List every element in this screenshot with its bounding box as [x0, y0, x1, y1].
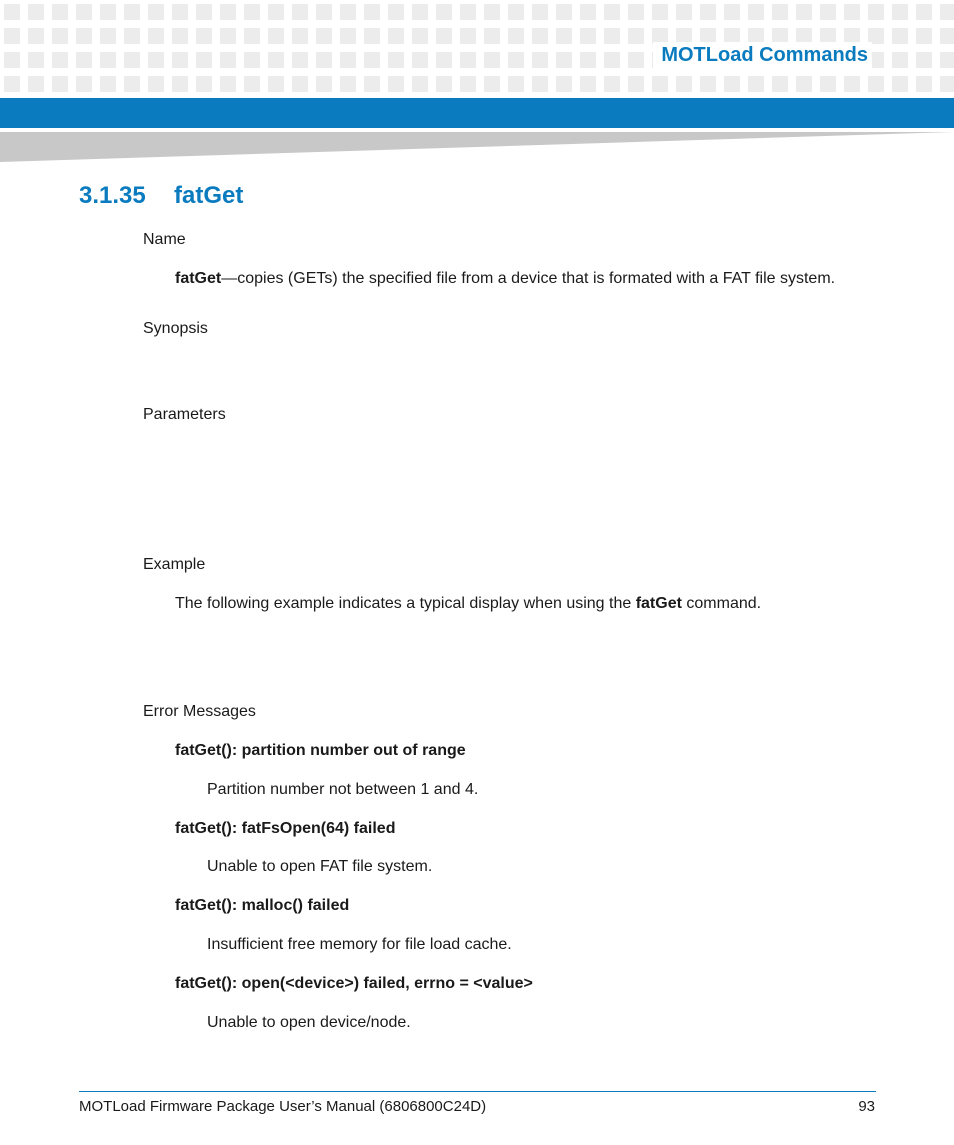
- section-title: fatGet: [174, 182, 244, 209]
- example-text-after: command.: [681, 595, 762, 612]
- section-heading: [79, 182, 243, 210]
- error-title: fatGet(): malloc() failed: [175, 897, 350, 914]
- example-command: fatGet: [635, 595, 682, 612]
- error-title: fatGet(): partition number out of range: [175, 742, 466, 759]
- error-messages-label: Error Messages: [143, 703, 256, 720]
- footer-manual-title: MOTLoad Firmware Package User’s Manual (6806800C24D): [79, 1098, 487, 1115]
- running-header-title: MOTLoad Commands: [653, 42, 872, 69]
- error-title: fatGet(): open(<device>) failed, errno = <value>: [175, 975, 533, 992]
- name-label: Name: [143, 231, 186, 248]
- error-description: Unable to open device/node.: [207, 1014, 411, 1031]
- footer-page-number: 93: [858, 1098, 875, 1115]
- command-description: —copies (GETs) the specified file from a device that is formated with a FAT file system.: [221, 270, 836, 287]
- header-blue-bar: [0, 98, 954, 128]
- header-grey-wedge: [0, 128, 954, 166]
- synopsis-label: Synopsis: [143, 320, 208, 337]
- example-paragraph: [175, 595, 761, 613]
- error-title: fatGet(): fatFsOpen(64) failed: [175, 820, 396, 837]
- error-description: Partition number not between 1 and 4.: [207, 781, 479, 798]
- example-label: Example: [143, 556, 206, 573]
- command-name: fatGet: [175, 270, 222, 287]
- section-number: 3.1.35: [79, 182, 146, 209]
- error-description: Insufficient free memory for file load cache.: [207, 936, 512, 953]
- name-paragraph: [175, 270, 835, 288]
- example-text-before: The following example indicates a typical display when using the: [175, 595, 636, 612]
- footer-rule: [79, 1091, 876, 1092]
- parameters-label: Parameters: [143, 406, 226, 423]
- error-description: Unable to open FAT file system.: [207, 858, 433, 875]
